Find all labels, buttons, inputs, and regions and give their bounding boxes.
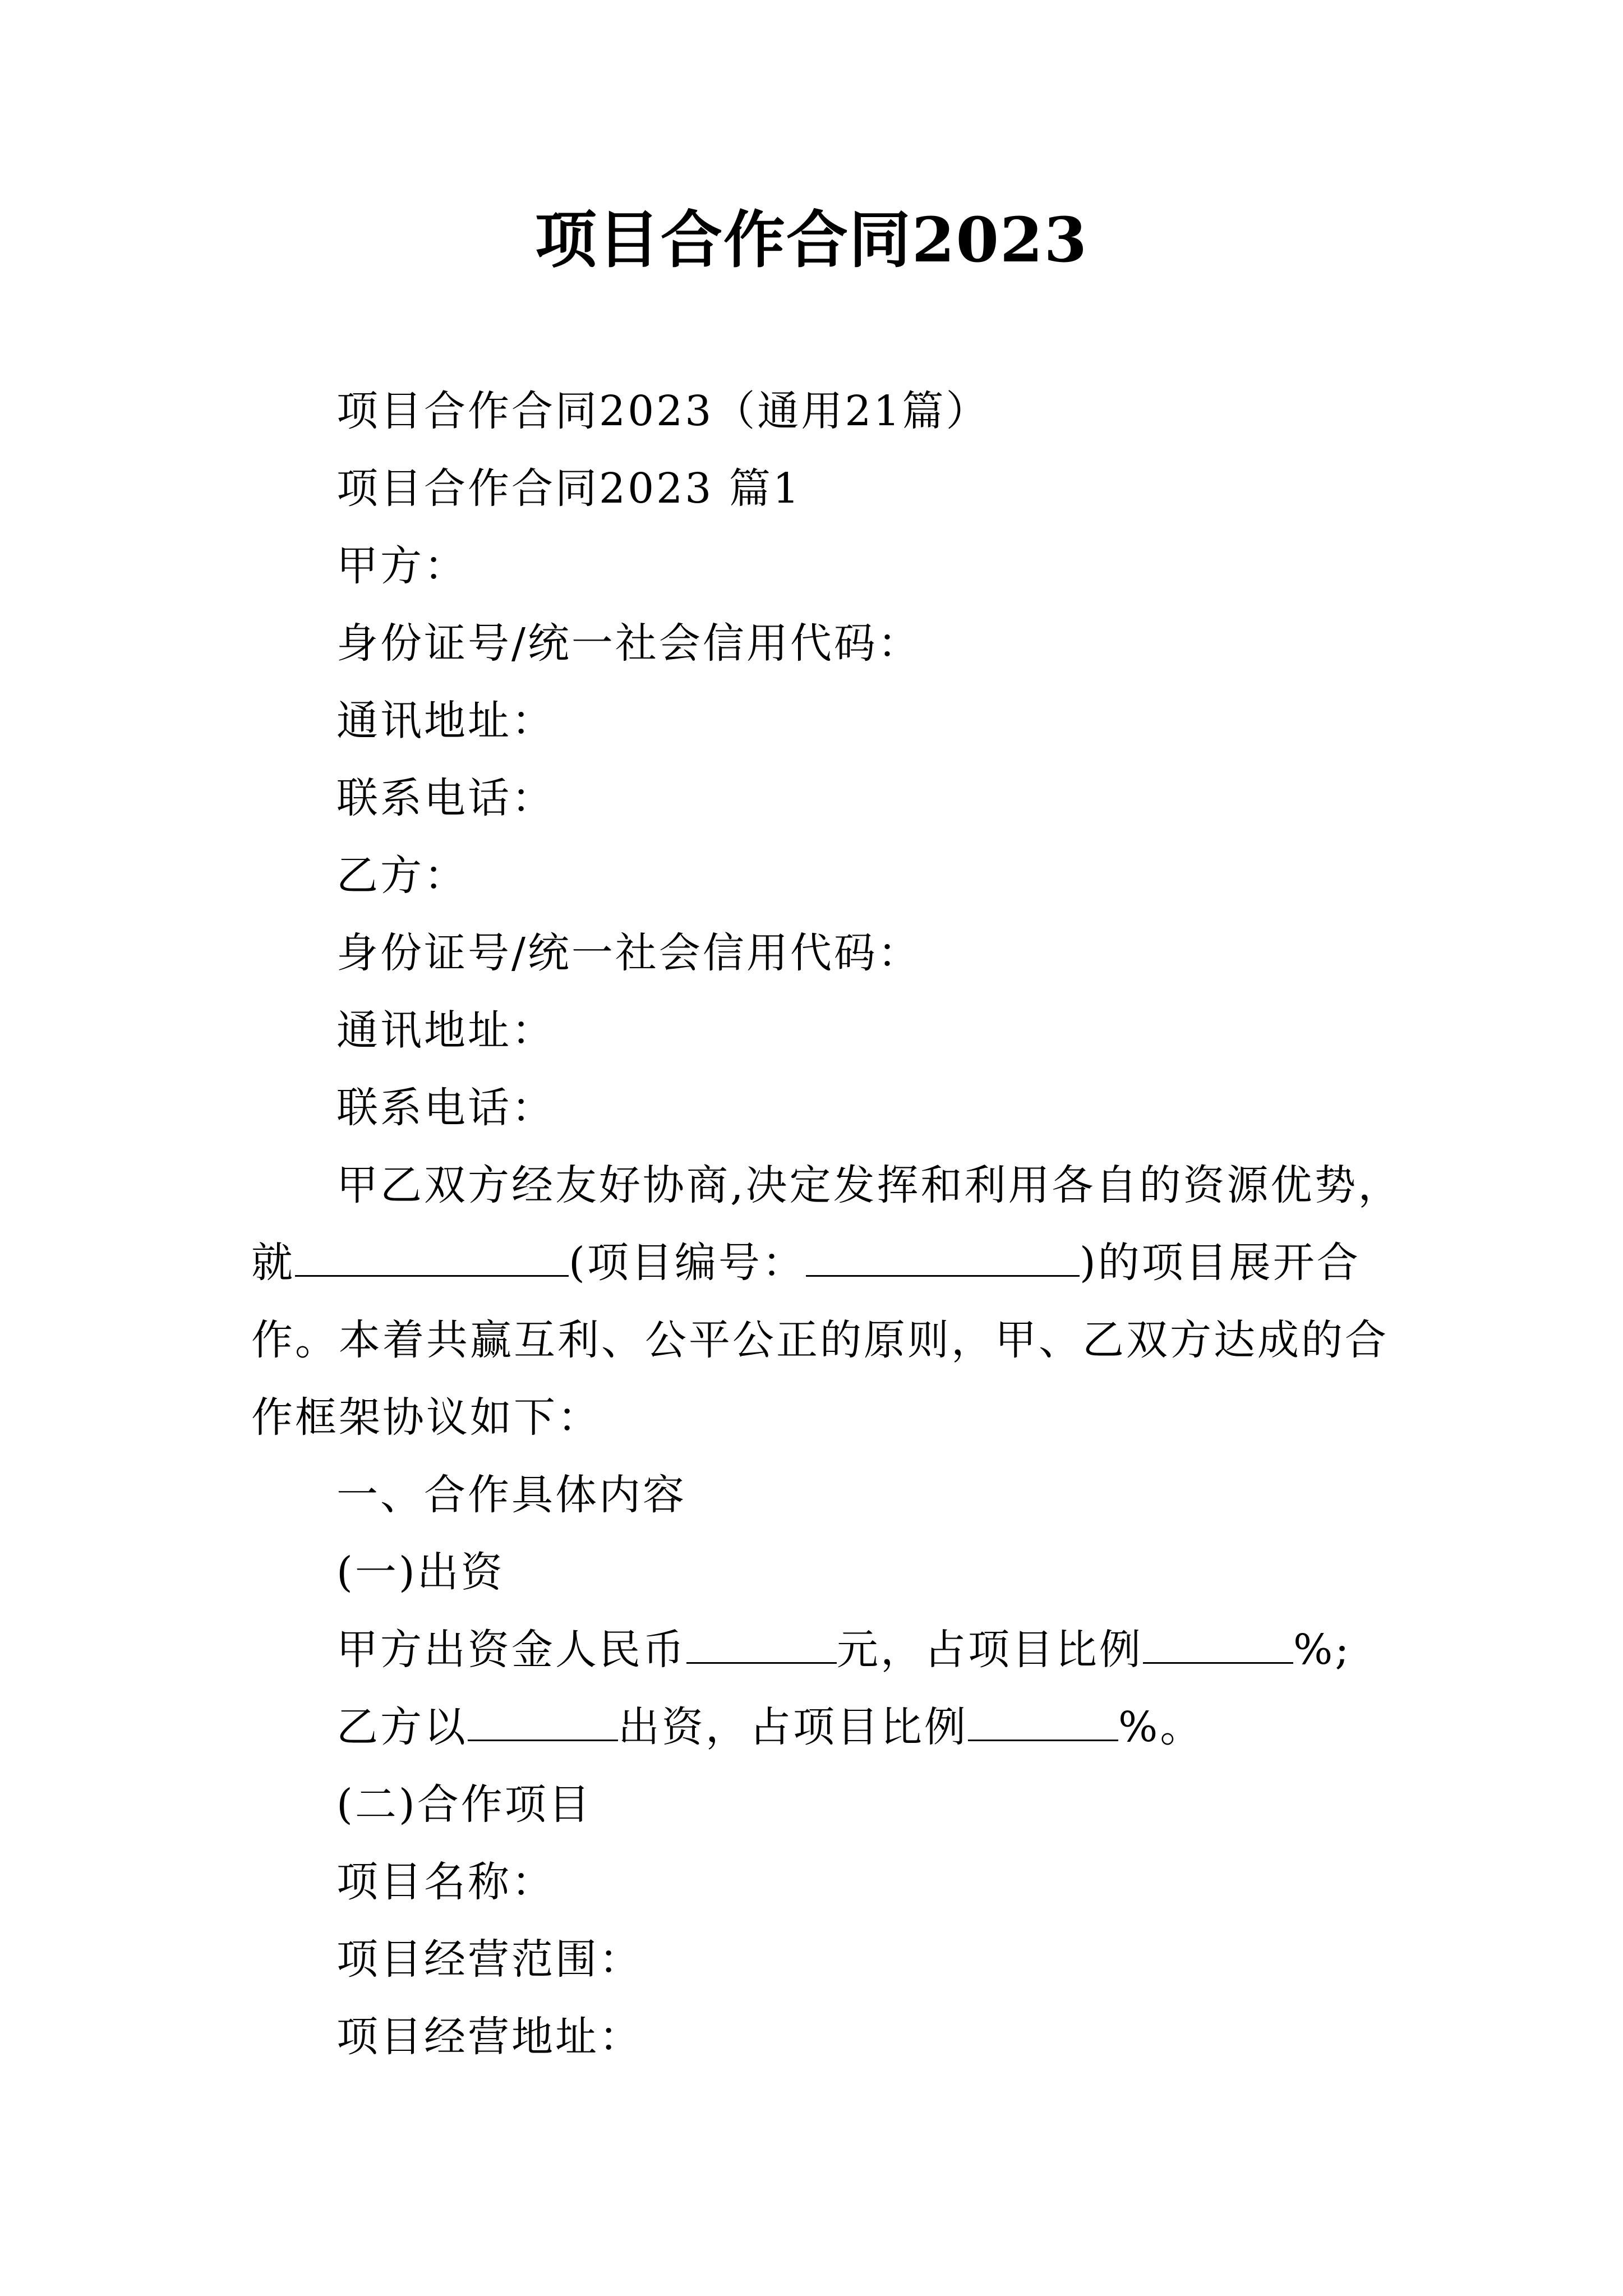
ratio-blank — [968, 1708, 1118, 1741]
intro-paragraph-line-2 — [251, 1224, 1384, 1301]
project-number-blank — [806, 1244, 1080, 1277]
collection-title: 项目合作合同2023（通用21篇） — [336, 387, 990, 435]
part-title: 项目合作合同2023 篇1 — [336, 464, 801, 513]
party-b-id-label: 身份证号/统一社会信用代码： — [336, 929, 921, 977]
intro-text-segment: (项目编号： — [569, 1239, 806, 1287]
ratio-blank — [1143, 1631, 1293, 1664]
investment-form-blank — [468, 1708, 618, 1741]
subsection-heading: (一)出资 — [336, 1548, 505, 1596]
party-a-address-label: 通讯地址： — [336, 697, 555, 745]
investment-text-segment: 乙方以 — [336, 1703, 468, 1751]
project-blank — [295, 1244, 569, 1277]
investment-text-segment: %。 — [1118, 1703, 1204, 1751]
document-body — [251, 372, 1402, 2076]
project-address-label: 项目经营地址： — [336, 2013, 643, 2061]
intro-paragraph-line-1: 甲乙双方经友好协商,决定发挥和利用各自的资源优势， — [336, 1161, 1402, 1209]
party-a-investment-line — [251, 1611, 1384, 1688]
investment-text-segment: 元，占项目比例 — [837, 1626, 1143, 1674]
intro-text-segment: 就 — [251, 1239, 295, 1287]
project-name-label: 项目名称： — [336, 1858, 555, 1906]
intro-paragraph-line-4: 作框架协议如下： — [251, 1393, 601, 1442]
intro-paragraph-line-3: 作。本着共赢互利、公平公正的原则，甲、乙双方达成的合 — [251, 1316, 1389, 1364]
amount-blank — [686, 1631, 837, 1664]
section-heading: 一、合作具体内容 — [336, 1471, 686, 1519]
investment-text-segment: 甲方出资金人民币 — [336, 1626, 686, 1674]
investment-text-segment: %; — [1293, 1626, 1352, 1674]
party-b-phone-label: 联系电话： — [336, 1084, 555, 1132]
document-title: 项目合作合同2023 — [534, 204, 1089, 276]
investment-text-segment: 出资，占项目比例 — [618, 1703, 968, 1751]
party-a-label: 甲方： — [336, 542, 468, 590]
intro-text-segment: )的项目展开合 — [1079, 1239, 1361, 1287]
party-b-address-label: 通讯地址： — [336, 1006, 555, 1055]
subsection-heading: (二)合作项目 — [336, 1780, 592, 1829]
project-scope-label: 项目经营范围： — [336, 1935, 643, 1984]
party-b-investment-line — [251, 1688, 1384, 1766]
party-b-label: 乙方： — [336, 852, 468, 900]
party-a-id-label: 身份证号/统一社会信用代码： — [336, 619, 921, 668]
party-a-phone-label: 联系电话： — [336, 774, 555, 822]
